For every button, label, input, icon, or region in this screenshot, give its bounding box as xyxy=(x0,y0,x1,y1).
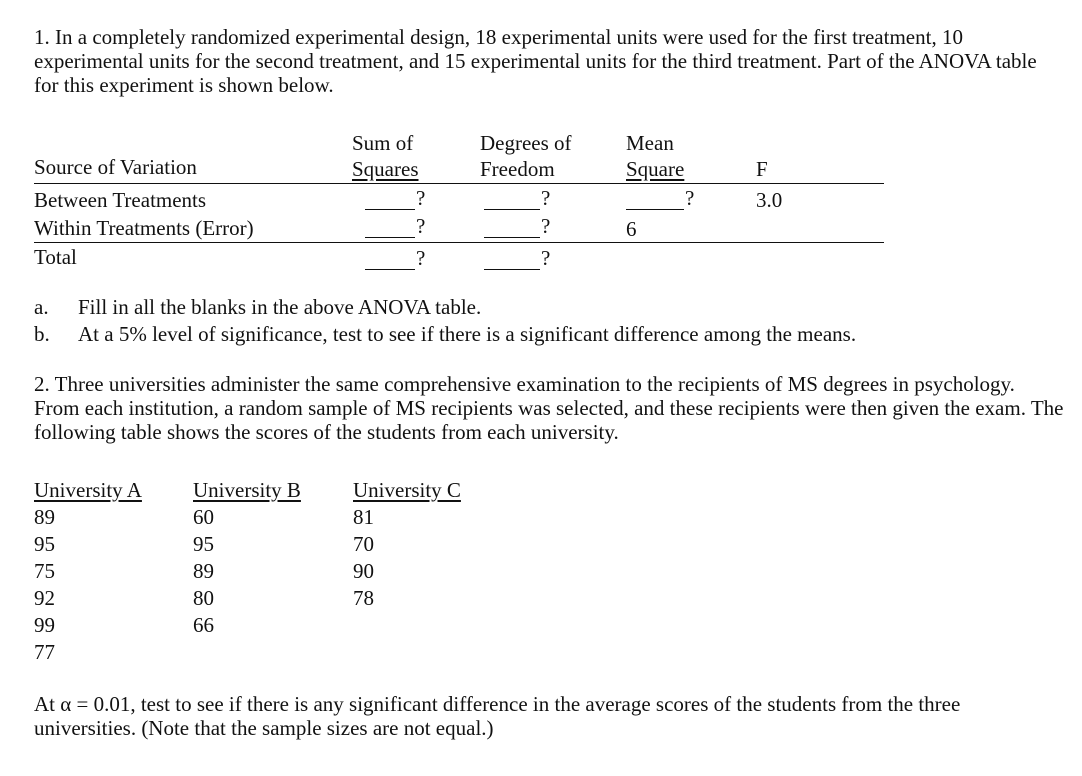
header-university-c: University C xyxy=(353,478,461,502)
part-text: At a 5% level of significance, test to see if there is a significant difference among the means. xyxy=(78,322,857,346)
row-ss: ? xyxy=(416,246,426,270)
row-source: Within Treatments (Error) xyxy=(34,216,254,240)
score-a: 89 xyxy=(34,505,55,529)
score-c: 78 xyxy=(353,586,374,610)
part-text: Fill in all the blanks in the above ANOVA table. xyxy=(78,295,482,319)
header-ms-line1: Mean xyxy=(626,131,674,155)
header-ss-line2: Squares xyxy=(352,157,419,181)
blank-line xyxy=(484,269,540,270)
blank-line xyxy=(365,209,415,210)
row-source: Total xyxy=(34,245,77,269)
blank-line xyxy=(626,209,684,210)
header-source: Source of Variation xyxy=(34,155,197,179)
score-a: 75 xyxy=(34,559,55,583)
q1-intro: 1. In a completely randomized experimental design, 18 experimental units were used for the first treatment, 10 experimental units for the second treatment, and 15 experimental units for the third treatment. Part of the ANOVA table for this experiment is shown below. xyxy=(34,25,1037,97)
row-ss: ? xyxy=(416,214,426,238)
score-c: 90 xyxy=(353,559,374,583)
row-ms: 6 xyxy=(626,217,637,241)
header-ss-line1: Sum of xyxy=(352,131,414,155)
blank-line xyxy=(365,269,415,270)
q2-intro: 2. Three universities administer the same comprehensive examination to the recipients of MS degrees in psychology. From each institution, a random sample of MS recipients was selected, and these recipients were then given the exam. The following table shows the scores of the students from each university. xyxy=(34,372,1064,444)
row-ss: ? xyxy=(416,186,426,210)
blank-line xyxy=(484,209,540,210)
score-b: 60 xyxy=(193,505,214,529)
score-c: 70 xyxy=(353,532,374,556)
score-a: 77 xyxy=(34,640,55,664)
row-source: Between Treatments xyxy=(34,188,207,212)
q2-conclusion: At α = 0.01, test to see if there is any significant difference in the average scores of the students from the three universities. (Note that the sample sizes are not equal.) xyxy=(34,692,961,740)
score-b: 95 xyxy=(193,532,214,556)
score-c: 81 xyxy=(353,505,374,529)
row-ms: ? xyxy=(685,186,695,210)
total-rule xyxy=(34,242,884,243)
score-a: 99 xyxy=(34,613,55,637)
part-letter: b. xyxy=(34,322,50,346)
row-df: ? xyxy=(541,214,551,238)
header-df-line1: Degrees of xyxy=(480,131,572,155)
part-letter: a. xyxy=(34,295,49,319)
score-a: 92 xyxy=(34,586,55,610)
blank-line xyxy=(365,237,415,238)
header-university-b: University B xyxy=(193,478,301,502)
header-university-a: University A xyxy=(34,478,142,502)
score-b: 66 xyxy=(193,613,214,637)
row-df: ? xyxy=(541,186,551,210)
header-df-line2: Freedom xyxy=(480,157,555,181)
header-f: F xyxy=(756,157,768,181)
score-b: 89 xyxy=(193,559,214,583)
row-df: ? xyxy=(541,246,551,270)
header-rule xyxy=(34,183,884,184)
row-f: 3.0 xyxy=(756,188,783,212)
score-a: 95 xyxy=(34,532,55,556)
header-ms-line2: Square xyxy=(626,157,685,181)
score-b: 80 xyxy=(193,586,214,610)
blank-line xyxy=(484,237,540,238)
